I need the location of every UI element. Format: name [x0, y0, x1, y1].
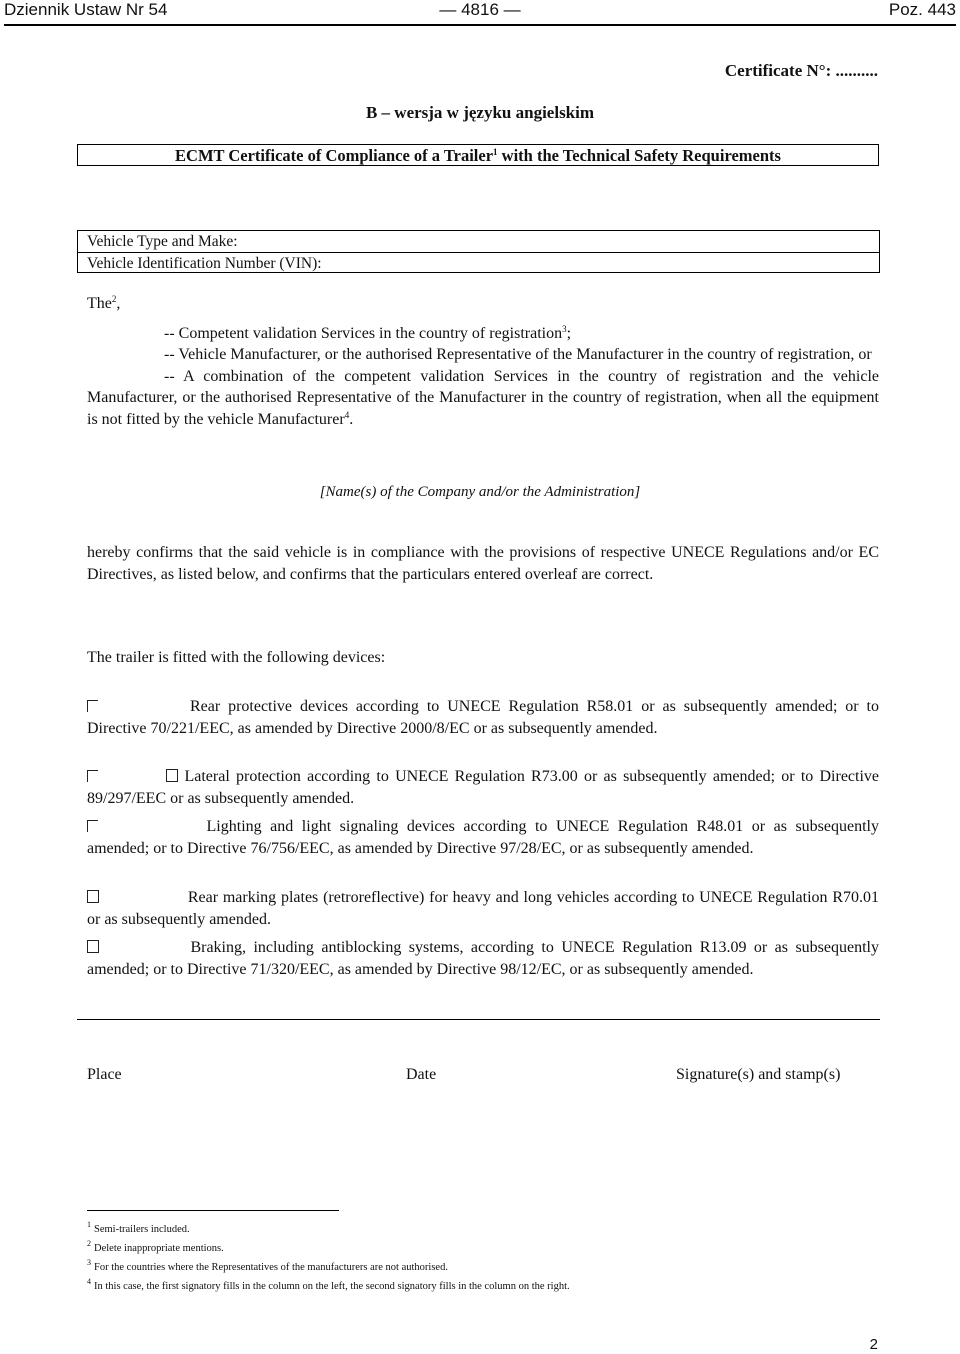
- page-marker: — 4816 —: [439, 0, 521, 19]
- date-label: Date: [406, 1066, 437, 1083]
- footnote: $^3$ For the countries where the Representatives of the manufacturers are not authorised.: [87, 1258, 448, 1273]
- device-item: Braking, including antiblocking systems, according to UNECE Regulation R13.09 or as subsequently amended; or to Directive 71/320/EEC, as amended by Directive 98/12/EC, or as subsequently amended.: [87, 939, 880, 978]
- header-divider: [4, 24, 956, 26]
- device-item: Rear marking plates (retroreflective) for heavy and long vehicles according to UNECE Regulation R70.01 or as subsequently amended.: [87, 889, 879, 928]
- fitted-devices-intro: The trailer is fitted with the following devices:: [87, 649, 386, 666]
- certificate-title: [77, 144, 879, 166]
- language-version: B – wersja w języku angielskim: [365, 103, 595, 122]
- footnote: $^2$ Delete inappropriate mentions.: [87, 1239, 224, 1254]
- page-number: 2: [869, 1336, 878, 1353]
- device-item: Rear protective devices according to UNECE Regulation R58.01 or as subsequently amended; or to Directive 70/221/EEC, as amended by Directive 2000/8/EC or as subsequently amended.: [87, 698, 880, 737]
- confirmation-text: hereby confirms that the said vehicle is in compliance with the provisions of respective UNECE Regulations and/or EC Directives, as listed below, and confirms that the particulars entered overleaf are correct.: [87, 544, 879, 583]
- vehicle-vin: Vehicle Identification Number (VIN):: [78, 252, 879, 274]
- the-label: The$^2$,: [87, 294, 121, 312]
- vehicle-type-make: Vehicle Type and Make:: [87, 233, 238, 250]
- journal-name: Dziennik Ustaw Nr 54: [4, 0, 168, 19]
- issuer-option-1: -- Competent validation Services in the country of registration$^3$;: [164, 323, 572, 342]
- company-name-placeholder: [Name(s) of the Company and/or the Administration]: [319, 484, 641, 500]
- device-item: Lighting and light signaling devices according to UNECE Regulation R48.01 or as subsequently amended; or to Directive 76/756/EEC, as amended by Directive 97/28/EC, or as subsequently amended.: [87, 818, 880, 857]
- checkbox[interactable]: [87, 770, 98, 782]
- checkbox[interactable]: [87, 820, 98, 832]
- issuer-section: [87, 293, 879, 430]
- issuer-option-3: -- A combination of the competent validation Services in the country of registration and the vehicle Manufacturer, or the authorised Representative of the Manufacturer in the country of registration, when all the equipment is not fitted by the vehicle Manufacturer$^4$.: [87, 367, 879, 428]
- footnote: $^1$ Semi-trailers included.: [87, 1220, 190, 1235]
- checkbox[interactable]: [87, 940, 99, 953]
- signature-label: Signature(s) and stamp(s): [676, 1066, 841, 1083]
- device-item: Lateral protection according to UNECE Regulation R73.00 or as subsequently amended; or to Directive 89/297/EEC or as subsequently amended.: [87, 768, 880, 807]
- issuer-option-2: -- Vehicle Manufacturer, or the authorised Representative of the Manufacturer in the country of registration, or: [164, 346, 872, 363]
- section-divider: [77, 1019, 880, 1020]
- footnote: $^4$ In this case, the first signatory fills in the column on the left, the second signatory fills in the column on the right.: [87, 1277, 570, 1292]
- place-label: Place: [87, 1066, 122, 1083]
- checkbox[interactable]: [166, 769, 178, 782]
- title-text: ECMT Certificate of Compliance of a Trailer: [175, 146, 494, 165]
- checkbox[interactable]: [87, 700, 98, 712]
- certificate-number: Certificate N°: ..........: [724, 61, 878, 80]
- title-text-end: with the Technical Safety Requirements: [497, 146, 781, 165]
- vehicle-info-box: [77, 230, 880, 273]
- checkbox[interactable]: [87, 890, 99, 903]
- title-footnote-ref: 1: [493, 147, 498, 157]
- footnote-divider: [87, 1210, 339, 1211]
- position-number: Poz. 443: [888, 0, 956, 19]
